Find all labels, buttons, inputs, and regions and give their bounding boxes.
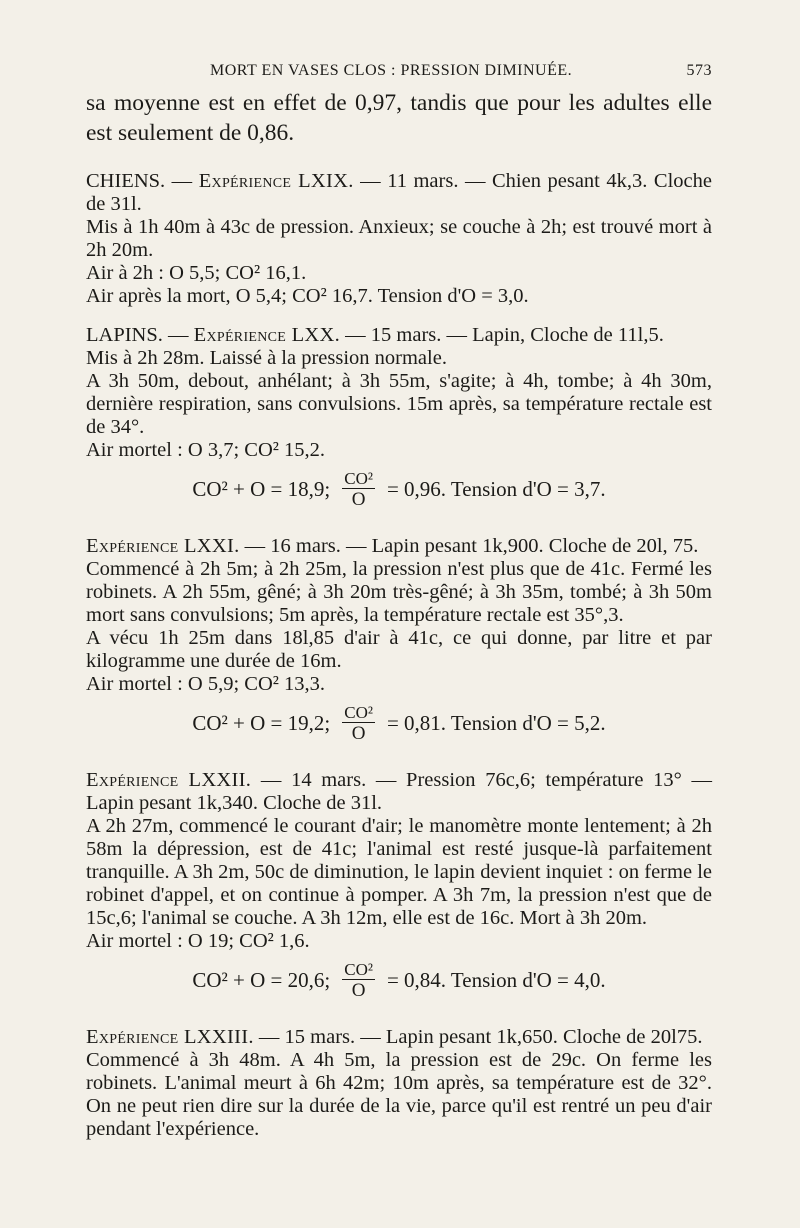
formula: CO² + O = 20,6; $\frac{\text{CO²}}{O}$ = 0,84. Tension d'O = 4,0. [192,960,606,1001]
exp-paragraph: Air mortel : O 19; CO² 1,6. [86,930,310,952]
page-number: 573 [686,62,712,79]
exp-paragraph: Air mortel : O 5,9; CO² 13,3. [86,673,326,695]
formula: CO² + O = 18,9; $\frac{\text{CO²}}{O}$ = 0,96. Tension d'O = 3,7. [192,469,606,510]
exp-paragraph: Air mortel : O 3,7; CO² 15,2. [86,439,326,461]
exp-paragraph: Air à 2h : O 5,5; CO² 16,1. [86,262,307,284]
running-title: MORT EN VASES CLOS : PRESSION DIMINUÉE. [210,62,573,79]
experiment-lxxiii [86,1026,712,1141]
page-header [0,56,800,86]
exp-paragraph: A 3h 50m, debout, anhélant; à 3h 55m, s'agite; à 4h, tombe; à 4h 30m, dernière respiration, sans convulsions. 15m après, sa température rectale est de 34°. [86,370,712,438]
lead-paragraph: sa moyenne est en effet de 0,97, tandis que pour les adultes elle est seulement de 0,86. [86,90,712,146]
exp-paragraph: A 2h 27m, commencé le courant d'air; le manomètre monte lentement; à 2h 58m la dépression, est de 41c; l'animal est resté jusque-là parfaitement tranquille. A 3h 2m, 50c de diminution, le lapin devient inquiet : on ferme le robinet d'appel, et on continue à pomper. A 3h 7m, la pression n'est que de 15c,6; l'animal se couche. A 3h 12m, elle est de 16c. Mort à 3h 20m. [86,815,712,929]
experiment-lxx [86,324,712,509]
experiment-lxxii [86,769,712,1000]
experiment-label: Expérience LXXII. [86,769,252,791]
fraction: $\frac{\text{CO²}}{O}$ [344,960,373,1001]
experiment-label: Expérience LXIX. [198,170,354,192]
exp-paragraph: Mis à 2h 28m. Laissé à la pression normale. [86,347,447,369]
exp-paragraph: Commencé à 2h 5m; à 2h 25m, la pression n'est plus que de 41c. Fermé les robinets. A 2h 55m, gêné; à 3h 20m très-gêné; à 3h 35m, tombé; à 3h 50m mort sans convulsions; 5m après, la température rectale est 35°,3. [86,558,712,626]
exp-paragraph: A vécu 1h 25m dans 18l,85 d'air à 41c, ce qui donne, par litre et par kilogramme une durée de 16m. [86,627,712,672]
exp-heading: Expérience LXXIII. — 15 mars. — Lapin pesant 1k,650. Cloche de 20l75. [86,1026,703,1048]
exp-paragraph: Commencé à 3h 48m. A 4h 5m, la pression est de 29c. On ferme les robinets. L'animal meurt à 6h 42m; 10m après, sa température est de 32°. On ne peut rien dire sur la durée de la vie, parce qu'il est rentré un peu d'air pendant l'expérience. [86,1049,712,1140]
exp-heading: CHIENS. — Expérience LXIX. — 11 mars. — Chien pesant 4k,3. Cloche de 31l. [86,170,712,215]
experiment-label: Expérience LXXIII. [86,1026,254,1048]
experiment-label: Expérience LXX. [193,324,341,346]
page-body [86,88,712,1141]
exp-heading: Expérience LXXII. — 14 mars. — Pression 76c,6; température 13° — Lapin pesant 1k,340. Cloche de 31l. [86,769,712,814]
experiment-lxxi [86,535,712,743]
exp-heading: LAPINS. — Expérience LXX. — 15 mars. — Lapin, Cloche de 11l,5. [86,324,664,346]
experiment-lxix [86,170,712,308]
exp-paragraph: Mis à 1h 40m à 43c de pression. Anxieux; se couche à 2h; est trouvé mort à 2h 20m. [86,216,712,261]
formula: CO² + O = 19,2; $\frac{\text{CO²}}{O}$ = 0,81. Tension d'O = 5,2. [192,703,606,744]
experiment-label: Expérience LXXI. [86,535,240,557]
fraction: $\frac{\text{CO²}}{O}$ [344,469,373,510]
exp-heading: Expérience LXXI. — 16 mars. — Lapin pesant 1k,900. Cloche de 20l, 75. [86,535,699,557]
fraction: $\frac{\text{CO²}}{O}$ [344,703,373,744]
exp-paragraph: Air après la mort, O 5,4; CO² 16,7. Tension d'O = 3,0. [86,285,529,307]
